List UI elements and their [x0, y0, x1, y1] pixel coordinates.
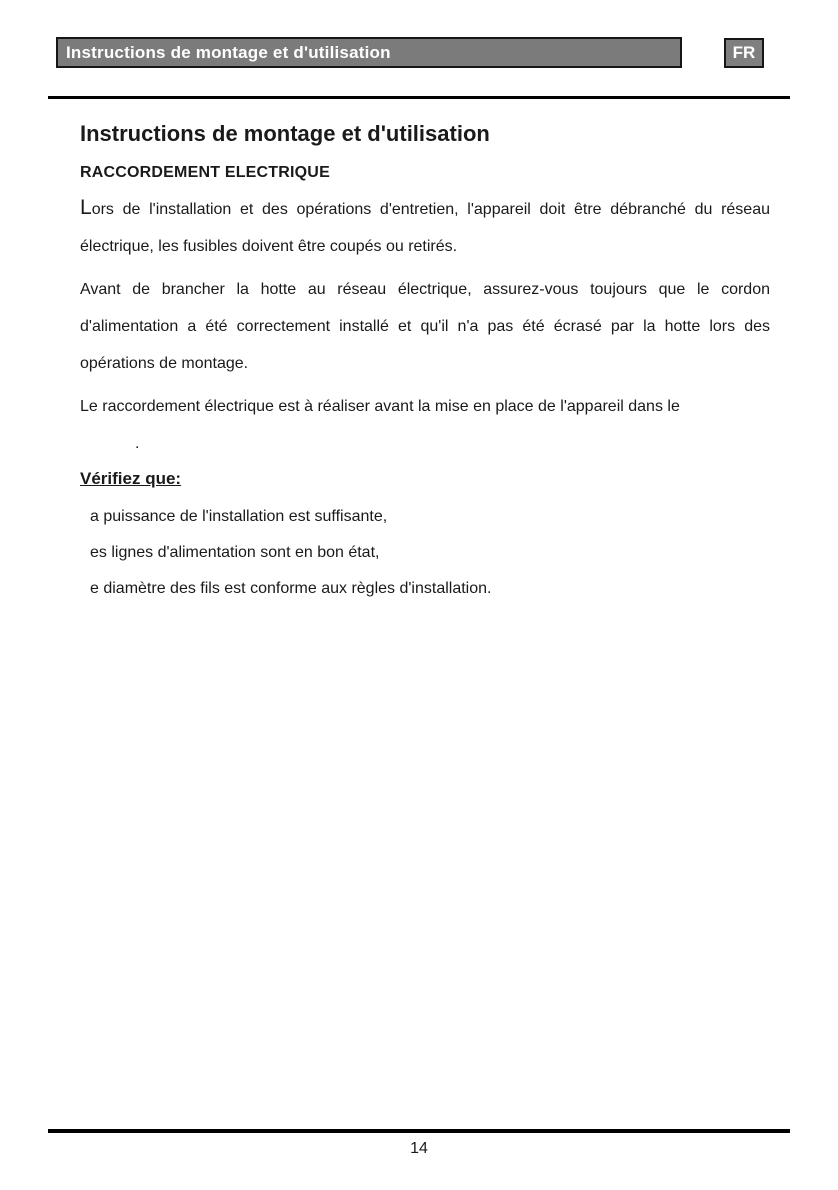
section-heading: RACCORDEMENT ELECTRIQUE [80, 164, 330, 181]
top-rule [48, 96, 790, 99]
paragraph-disconnect-notice: Lors de l'installation et des opérations d'entretien, l'appareil doit être débranché du réseau électrique, les fusibles doivent être coupés ou retirés. [80, 196, 770, 255]
header-banner-title: Instructions de montage et d'utilisation [66, 42, 391, 62]
checklist-item-wire-diameter: e diamètre des fils est conforme aux règles d'installation. [90, 580, 492, 597]
paragraph-connection-before-placement: Le raccordement électrique est à réaliser avant la mise en place de l'appareil dans le [80, 398, 680, 415]
checklist-item-supply-lines: es lignes d'alimentation sont en bon état, [90, 544, 380, 561]
bottom-rule [48, 1129, 790, 1133]
verification-checklist [80, 499, 770, 607]
page-title: Instructions de montage et d'utilisation [80, 121, 490, 146]
orphan-period-line: . [135, 435, 140, 452]
document-body [80, 114, 770, 607]
header-banner [56, 37, 682, 68]
checklist-item-power: a puissance de l'installation est suffisante, [90, 508, 388, 525]
language-badge: FR [724, 38, 764, 68]
page-number: 14 [410, 1140, 428, 1157]
verify-heading: Vérifiez que: [80, 469, 182, 488]
paragraph-cord-check: Avant de brancher la hotte au réseau électrique, assurez-vous toujours que le cordon d'alimentation a été correctement installé et qu'il n'a pas été écrasé par la hotte lors des opérations de montage. [80, 281, 770, 372]
